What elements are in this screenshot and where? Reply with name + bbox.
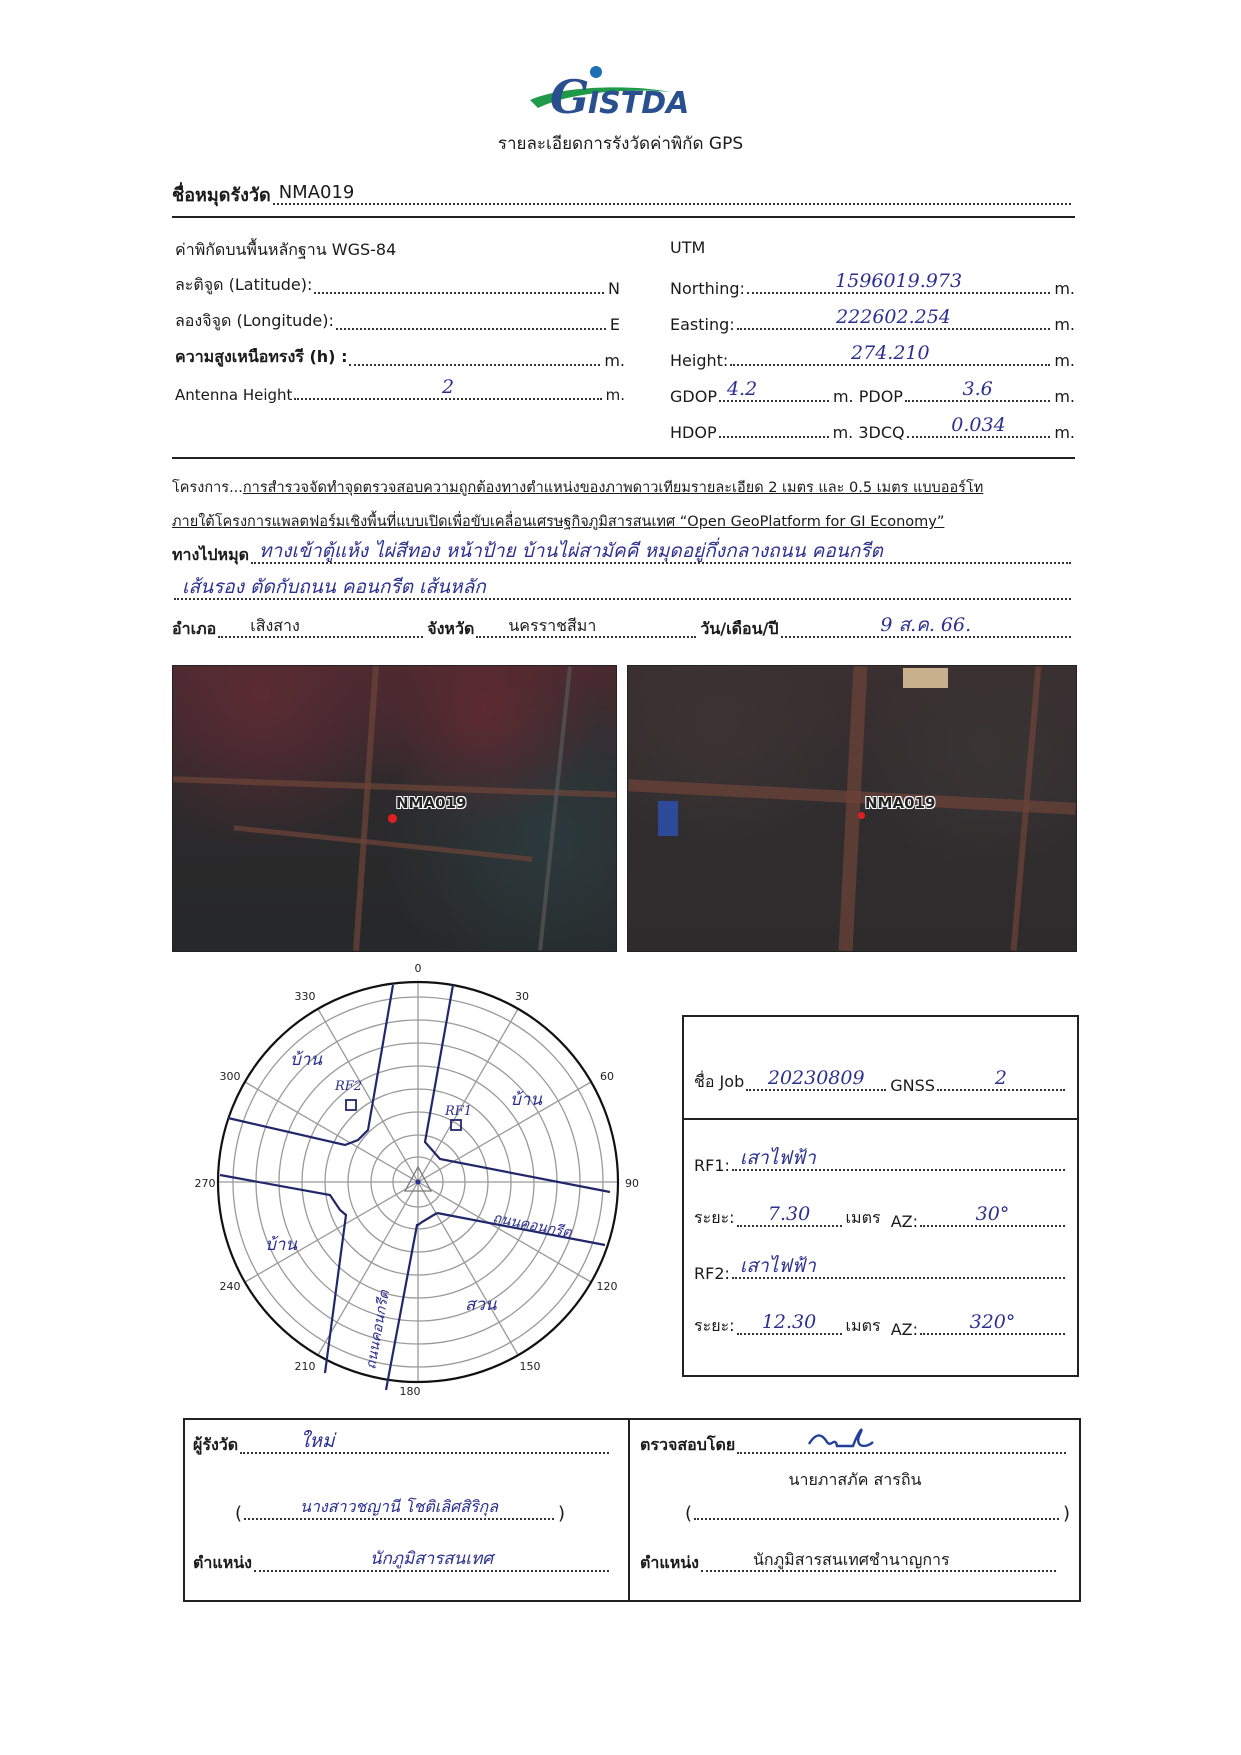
gistda-logo bbox=[520, 58, 720, 128]
checker-position-row: ตำแหน่ง นักภูมิสารสนเทศชำนาญการ bbox=[640, 1550, 1060, 1576]
checker-signature-field[interactable] bbox=[737, 1432, 1066, 1454]
project-line-1: โครงการ...การสำรวจจัดทำจุดตรวจสอบความถูกต้องทางตำแหน่งของภาพดาวเทียมรายละเอียด 2 เมตร และ 0.5 เมตร แบบออร์โท bbox=[172, 480, 984, 496]
hdop-field[interactable] bbox=[719, 416, 829, 438]
ellipsoid-height-row: ความสูงเหนือทรงรี (h) : m. bbox=[175, 344, 625, 370]
rf1-distance-row: ระยะ: 7.30 เมตร AZ: 30° bbox=[694, 1205, 1069, 1231]
ellipsoid-height-field[interactable] bbox=[349, 344, 600, 366]
province-field[interactable]: นครราชสีมา bbox=[476, 616, 696, 638]
rf2-azimuth-field[interactable]: 320° bbox=[920, 1313, 1065, 1335]
svg-text:สวน: สวน bbox=[465, 1295, 497, 1315]
checker-name-row: ( ) bbox=[685, 1498, 1070, 1524]
surveyor-position-field[interactable]: นักภูมิสารสนเทศ bbox=[254, 1550, 609, 1572]
job-row: ชื่อ Job 20230809 GNSS 2 bbox=[694, 1069, 1069, 1095]
job-field[interactable]: 20230809 bbox=[746, 1069, 886, 1091]
svg-text:บ้าน: บ้าน bbox=[265, 1235, 297, 1255]
svg-text:90: 90 bbox=[625, 1177, 639, 1190]
divider bbox=[628, 1420, 630, 1600]
project-line-2: ภายใต้โครงการแพลตฟอร์มเชิงพื้นที่แบบเปิดเพื่อขับเคลื่อนเศรษฐกิจภูมิสารสนเทศ “Open GeoPlatform for GI Economy” bbox=[172, 514, 945, 530]
longitude-row: ลองจิจูด (Longitude): E bbox=[175, 308, 620, 334]
surveyor-name-row: ( นางสาวชญานี โชติเลิศสิริกุล ) bbox=[235, 1497, 565, 1524]
rf2-label: RF2 bbox=[335, 1079, 363, 1094]
route-field-2[interactable]: เส้นรอง ตัดกับถนน คอนกรีต เส้นหลัก bbox=[174, 578, 1071, 600]
svg-text:บ้าน: บ้าน bbox=[290, 1050, 322, 1070]
route-row-1 bbox=[172, 542, 1075, 568]
rf2-distance-field[interactable]: 12.30 bbox=[737, 1313, 842, 1335]
svg-text:ถนนคอนกรีต: ถนนคอนกรีต bbox=[491, 1210, 573, 1242]
checker-row: ตรวจสอบโดย bbox=[640, 1432, 1070, 1458]
surveyor-signature-field[interactable]: ใหม่ bbox=[240, 1432, 609, 1454]
satellite-image-overview bbox=[172, 665, 617, 952]
checker-position-field[interactable]: นักภูมิสารสนเทศชำนาญการ bbox=[701, 1550, 1056, 1572]
svg-text:60: 60 bbox=[600, 1070, 614, 1083]
district-field[interactable]: เสิงสาง bbox=[218, 616, 423, 638]
easting-field[interactable]: 222602.254 bbox=[737, 308, 1051, 330]
rf2-row: RF2: เสาไฟฟ้า bbox=[694, 1257, 1069, 1283]
satellite-image-closeup bbox=[627, 665, 1077, 952]
route-row-2 bbox=[172, 578, 1075, 604]
marker-label: NMA019 bbox=[396, 794, 467, 812]
route-field-1[interactable]: ทางเข้าตู้แห้ง ไผ่สีทอง หน้าป้าย บ้านไผ่สามัคคี หมุดอยู่กึ่งกลางถนน คอนกรีต bbox=[251, 542, 1071, 564]
rf1-row: RF1: เสาไฟฟ้า bbox=[694, 1149, 1069, 1175]
surveyor-position-row: ตำแหน่ง นักภูมิสารสนเทศ bbox=[193, 1550, 613, 1576]
longitude-field[interactable] bbox=[336, 308, 606, 330]
svg-text:120: 120 bbox=[596, 1280, 618, 1293]
svg-text:ถนนคอนกรีต: ถนนคอนกรีต bbox=[363, 1289, 393, 1371]
rf1-field[interactable]: เสาไฟฟ้า bbox=[732, 1149, 1065, 1171]
svg-text:ISTDA: ISTDA bbox=[588, 86, 690, 121]
svg-text:30: 30 bbox=[515, 990, 529, 1003]
svg-text:G: G bbox=[550, 70, 590, 124]
3dcq-field[interactable]: 0.034 bbox=[907, 416, 1051, 438]
northing-field[interactable]: 1596019.973 bbox=[747, 272, 1050, 294]
antenna-height-field[interactable]: 2 bbox=[294, 378, 601, 400]
job-info-box bbox=[682, 1015, 1079, 1377]
svg-text:บ้าน: บ้าน bbox=[510, 1090, 542, 1110]
latitude-field[interactable] bbox=[314, 272, 604, 294]
svg-text:180: 180 bbox=[399, 1385, 421, 1398]
rf1-label: RF1 bbox=[445, 1104, 473, 1119]
surveyor-name-field[interactable]: นางสาวชญานี โชติเลิศสิริกุล bbox=[244, 1498, 554, 1520]
hdop-3dcq-row: HDOP m. 3DCQ 0.034 m. bbox=[670, 414, 1075, 442]
svg-text:0: 0 bbox=[414, 962, 422, 975]
divider bbox=[684, 1118, 1077, 1120]
svg-text:240: 240 bbox=[219, 1280, 241, 1293]
rf1-distance-field[interactable]: 7.30 bbox=[737, 1205, 842, 1227]
svg-text:330: 330 bbox=[294, 990, 316, 1003]
easting-row: Easting: 222602.254 m. bbox=[670, 306, 1075, 334]
northing-row: Northing: 1596019.973 m. bbox=[670, 270, 1075, 298]
marker-label: NMA019 bbox=[865, 794, 936, 812]
marker-point bbox=[388, 814, 397, 823]
gdop-field[interactable]: 4.2 bbox=[719, 380, 829, 402]
obstruction-diagram bbox=[170, 950, 650, 1400]
marker-point bbox=[858, 812, 865, 819]
rf2-field[interactable]: เสาไฟฟ้า bbox=[732, 1257, 1065, 1279]
divider bbox=[172, 457, 1075, 459]
marker-name-field[interactable]: NMA019 bbox=[273, 183, 1071, 205]
wgs84-heading: ค่าพิกัดบนพื้นหลักฐาน WGS-84 bbox=[175, 240, 397, 259]
antenna-height-row: Antenna Height 2 m. bbox=[175, 376, 625, 404]
height-row: Height: 274.210 m. bbox=[670, 342, 1075, 370]
route-label: ทางไปหมุด bbox=[172, 545, 250, 564]
svg-text:300: 300 bbox=[219, 1070, 241, 1083]
project-label: โครงการ... bbox=[172, 480, 243, 496]
svg-text:270: 270 bbox=[194, 1177, 216, 1190]
checker-name-field[interactable] bbox=[694, 1498, 1059, 1520]
rf1-azimuth-field[interactable]: 30° bbox=[920, 1205, 1065, 1227]
signature-box bbox=[183, 1418, 1081, 1602]
svg-text:210: 210 bbox=[294, 1360, 316, 1373]
location-row: อำเภอ เสิงสาง จังหวัด นครราชสีมา วัน/เดือน/ปี 9 ส.ค. 66. bbox=[172, 616, 1075, 642]
checker-name: นายภาสภัค สารถิน bbox=[788, 1470, 922, 1489]
gnss-field[interactable]: 2 bbox=[937, 1069, 1065, 1091]
marker-name-label: ชื่อหมุดรังวัด bbox=[172, 185, 271, 206]
page-title: รายละเอียดการรังวัดค่าพิกัด GPS bbox=[497, 134, 744, 154]
utm-heading: UTM bbox=[670, 238, 706, 257]
surveyor-row: ผู้รังวัด ใหม่ bbox=[193, 1432, 613, 1458]
height-field[interactable]: 274.210 bbox=[730, 344, 1050, 366]
pdop-field[interactable]: 3.6 bbox=[905, 380, 1050, 402]
gdop-pdop-row: GDOP 4.2 m. PDOP 3.6 m. bbox=[670, 378, 1075, 406]
rf2-distance-row: ระยะ: 12.30 เมตร AZ: 320° bbox=[694, 1313, 1069, 1339]
divider bbox=[172, 216, 1075, 218]
svg-text:150: 150 bbox=[519, 1360, 541, 1373]
checker-signature bbox=[807, 1422, 877, 1454]
marker-name-row bbox=[172, 180, 1075, 209]
latitude-row: ละติจูด (Latitude): N bbox=[175, 272, 620, 298]
date-field[interactable]: 9 ส.ค. 66. bbox=[781, 616, 1072, 638]
